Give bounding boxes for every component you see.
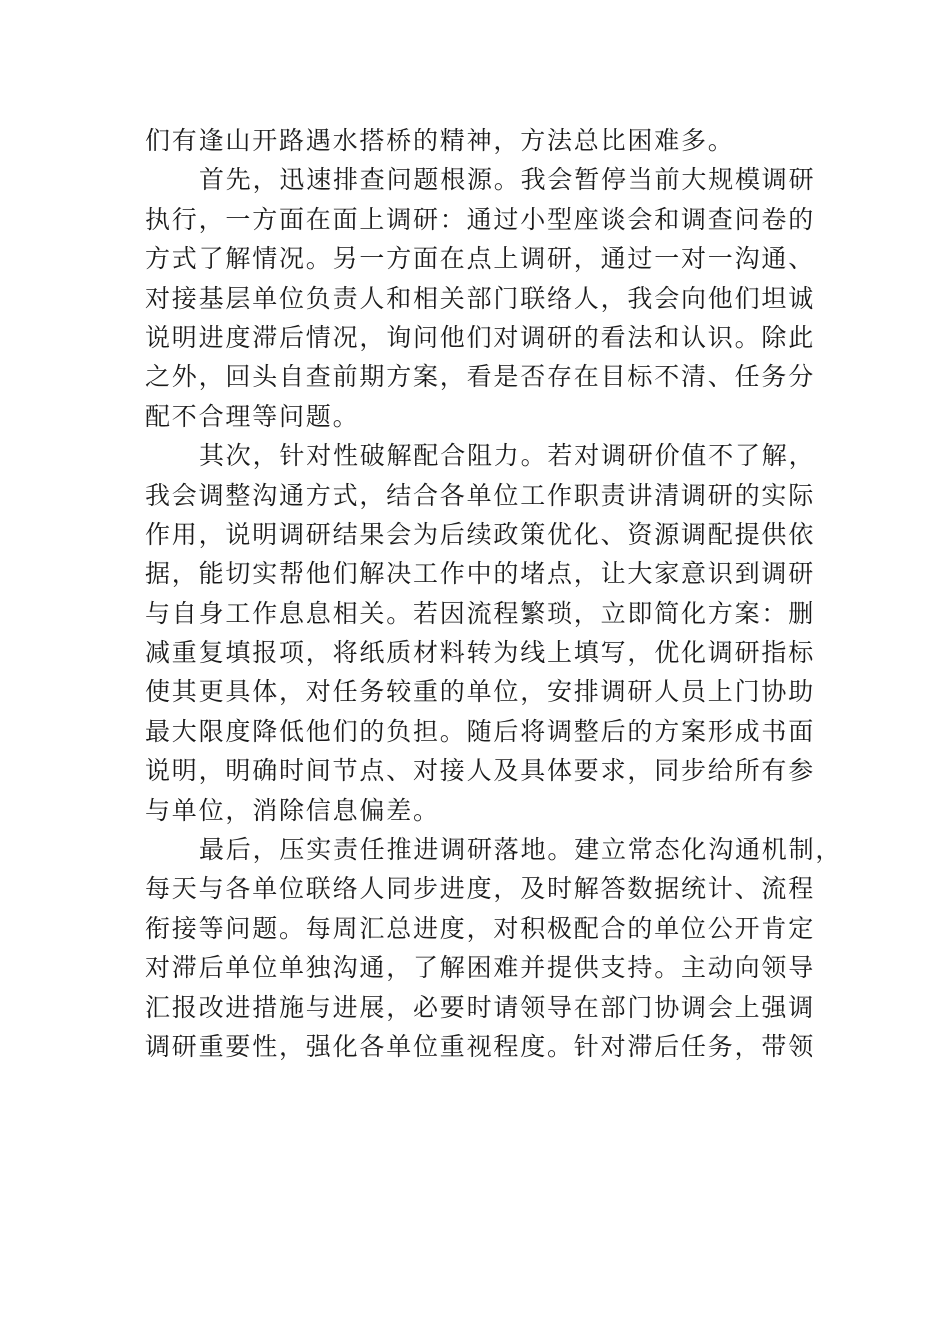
text-line: 调研重要性，强化各单位重视程度。针对滞后任务，带领 bbox=[145, 1031, 816, 1061]
text-line: 减重复填报项，将纸质材料转为线上填写，优化调研指标 bbox=[145, 638, 816, 668]
text-line: 对接基层单位负责人和相关部门联络人，我会向他们坦诚 bbox=[145, 283, 816, 313]
text-line: 衔接等问题。每周汇总进度，对积极配合的单位公开肯定 bbox=[145, 913, 816, 943]
document-body-text bbox=[145, 121, 843, 1066]
text-line: 我会调整沟通方式，结合各单位工作职责讲清调研的实际 bbox=[145, 480, 816, 510]
text-line: 们有逢山开路遇水搭桥的精神，方法总比困难多。 bbox=[145, 126, 735, 155]
text-line: 对滞后单位单独沟通，了解困难并提供支持。主动向领导 bbox=[145, 953, 816, 983]
text-line: 最后，压实责任推进调研落地。建立常态化沟通机制， bbox=[199, 835, 843, 865]
text-line: 首先，迅速排查问题根源。我会暂停当前大规模调研 bbox=[199, 165, 816, 195]
text-line: 最大限度降低他们的负担。随后将调整后的方案形成书面 bbox=[145, 716, 816, 746]
text-line: 其次，针对性破解配合阻力。若对调研价值不了解， bbox=[199, 441, 816, 471]
text-line: 方式了解情况。另一方面在点上调研，通过一对一沟通、 bbox=[145, 244, 816, 274]
text-line: 汇报改进措施与进展，必要时请领导在部门协调会上强调 bbox=[145, 992, 816, 1022]
text-line: 之外，回头自查前期方案，看是否存在目标不清、任务分 bbox=[145, 362, 816, 392]
text-line: 执行，一方面在面上调研：通过小型座谈会和调查问卷的 bbox=[145, 204, 816, 234]
text-line: 配不合理等问题。 bbox=[145, 401, 360, 431]
text-line: 说明，明确时间节点、对接人及具体要求，同步给所有参 bbox=[145, 756, 816, 786]
text-line: 使其更具体，对任务较重的单位，安排调研人员上门协助 bbox=[145, 677, 816, 707]
text-line: 与自身工作息息相关。若因流程繁琐，立即简化方案：删 bbox=[145, 598, 816, 628]
text-line: 据，能切实帮他们解决工作中的堵点，让大家意识到调研 bbox=[145, 559, 816, 589]
text-line: 作用，说明调研结果会为后续政策优化、资源调配提供依 bbox=[145, 519, 816, 549]
text-line: 与单位，消除信息偏差。 bbox=[145, 795, 440, 825]
text-line: 每天与各单位联络人同步进度，及时解答数据统计、流程 bbox=[145, 874, 816, 904]
text-line: 说明进度滞后情况，询问他们对调研的看法和认识。除此 bbox=[145, 322, 816, 352]
